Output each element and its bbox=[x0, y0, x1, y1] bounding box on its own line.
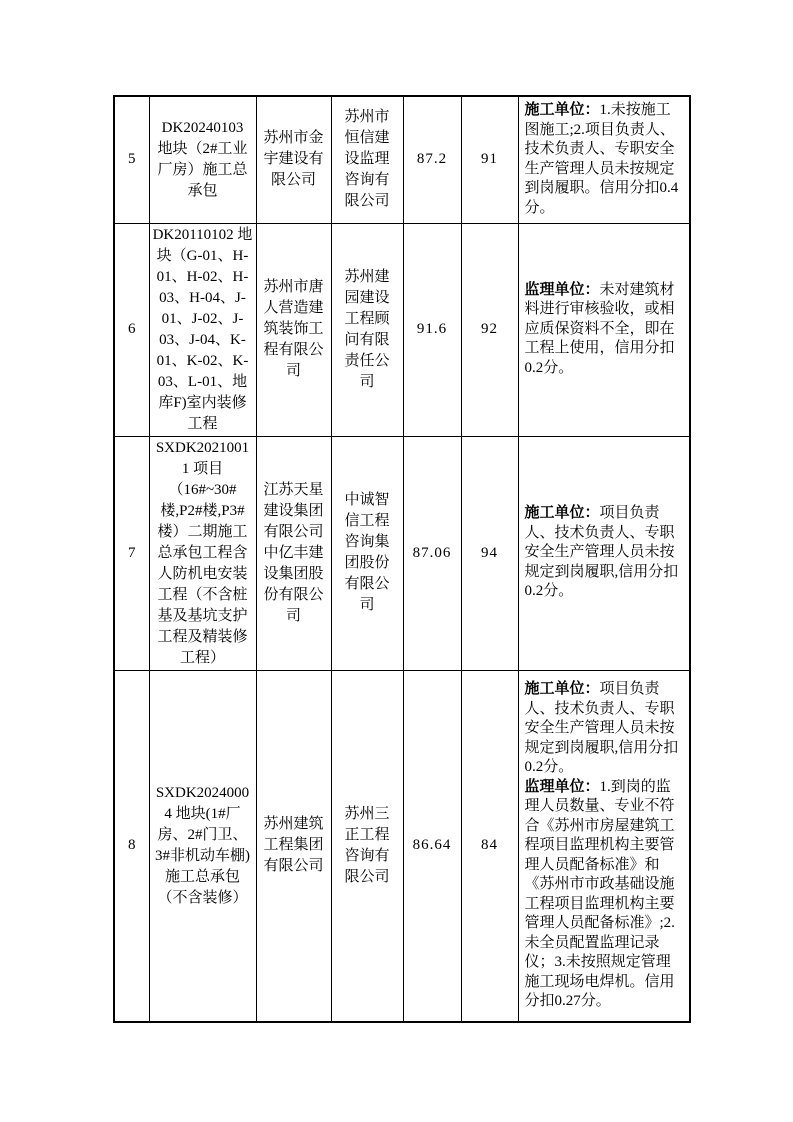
score-value-1: 87.2 bbox=[403, 96, 461, 223]
remark bbox=[525, 281, 686, 379]
table-row bbox=[114, 670, 690, 1022]
contractor-name: 苏州市唐人营造建筑装饰工程有限公司 bbox=[256, 223, 331, 436]
remark-text: 1.到岗的监理人员数量、专业不符合《苏州市房屋建筑工程项目监理机构主要管理人员配备标准》和《苏州市市政基础设施工程项目监理机构主要管理人员配备标准》;2.未全员配置监理记录仪；3.未按照规定管理施工现场电焊机。信用分扣0.27分。 bbox=[524, 778, 675, 1009]
remark bbox=[525, 504, 686, 602]
score-value-2: 91 bbox=[461, 96, 518, 223]
remark-unit-label: 监理单位： bbox=[524, 281, 600, 298]
supervisor-name: 中诚智信工程咨询集团股份有限公司 bbox=[331, 436, 403, 670]
score-value-2: 92 bbox=[461, 223, 518, 436]
contractor-name: 江苏天星建设集团有限公司中亿丰建设集团股份有限公司 bbox=[256, 436, 331, 670]
contractor-name: 苏州市金宇建设有限公司 bbox=[256, 96, 331, 223]
remark bbox=[525, 778, 686, 1012]
row-number: 5 bbox=[114, 96, 149, 223]
remark-unit-label: 监理单位： bbox=[524, 778, 600, 795]
supervisor-name: 苏州建园建设工程顾问有限责任公司 bbox=[331, 223, 403, 436]
remark-text: 1.未按施工图施工;2.项目负责人、技术负责人、专职安全生产管理人员未按规定到岗履职。信用分扣0.4分。 bbox=[524, 102, 679, 216]
score-value-2: 84 bbox=[461, 670, 518, 1022]
score-value-1: 87.06 bbox=[403, 436, 461, 670]
remarks-cell bbox=[518, 223, 690, 436]
remark-text: 未对建筑材料进行审核验收，或相应质保资料不全，即在工程上使用，信用分扣0.2分。 bbox=[524, 281, 675, 376]
remark bbox=[525, 101, 686, 218]
remark-unit-label: 施工单位： bbox=[524, 505, 600, 522]
remark-text: 项目负责人、技术负责人、专职安全生产管理人员未按规定到岗履职,信用分扣0.2分。 bbox=[524, 505, 679, 600]
row-number: 6 bbox=[114, 223, 149, 436]
remark bbox=[525, 680, 686, 778]
remarks-cell bbox=[518, 670, 690, 1022]
supervisor-name: 苏州市恒信建设监理咨询有限公司 bbox=[331, 96, 403, 223]
remark-unit-label: 施工单位： bbox=[524, 681, 600, 697]
contractor-name: 苏州建筑工程集团有限公司 bbox=[256, 670, 331, 1022]
project-name: DK20110102 地块（G-01、H-01、H-02、H-03、H-04、J-01、J-02、J-03、J-04、K-01、K-02、K-03、L-01、地库F)室内装修工程 bbox=[149, 223, 256, 436]
project-name: SXDK20240004 地块(1#厂房、2#门卫、3#非机动车棚)施工总承包（不含装修） bbox=[149, 670, 256, 1022]
row-number: 7 bbox=[114, 436, 149, 670]
table-row bbox=[114, 96, 690, 223]
remark-unit-label: 施工单位： bbox=[524, 102, 600, 119]
score-value-1: 86.64 bbox=[403, 670, 461, 1022]
score-value-2: 94 bbox=[461, 436, 518, 670]
score-value-1: 91.6 bbox=[403, 223, 461, 436]
project-name: SXDK20210011 项目（16#~30#楼,P2#楼,P3#楼）二期施工总承包工程含人防机电安装工程（不含桩基及基坑支护工程及精装修工程） bbox=[149, 436, 256, 670]
table-row bbox=[114, 223, 690, 436]
remarks-cell bbox=[518, 436, 690, 670]
table-row bbox=[114, 436, 690, 670]
row-number: 8 bbox=[114, 670, 149, 1022]
project-name: DK20240103 地块（2#工业厂房）施工总承包 bbox=[149, 96, 256, 223]
supervisor-name: 苏州三正工程咨询有限公司 bbox=[331, 670, 403, 1022]
remark-text: 项目负责人、技术负责人、专职安全生产管理人员未按规定到岗履职,信用分扣0.2分。 bbox=[524, 681, 679, 775]
credit-score-table bbox=[113, 95, 691, 1023]
remarks-cell bbox=[518, 96, 690, 223]
